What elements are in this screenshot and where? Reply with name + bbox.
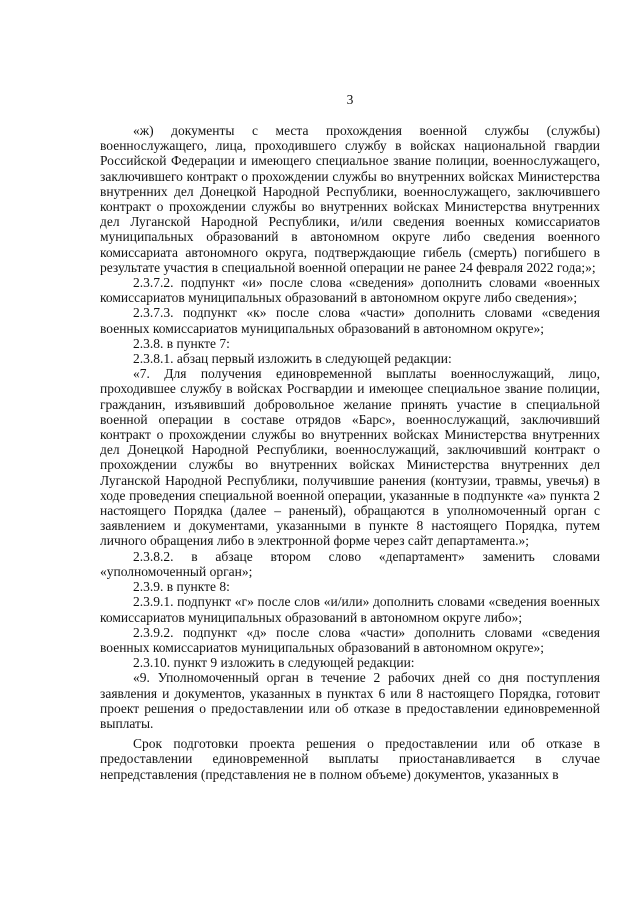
page-number: 3 bbox=[346, 92, 354, 107]
paragraph-point-9: «9. Уполномоченный орган в течение 2 рабочих дней со дня поступления заявления и документов, указанных в пунктах 6 или 8 настоящего Порядка, готовит проект решения о предоставлении или об отказе в предоставлении единовременной выплаты. bbox=[100, 670, 600, 731]
paragraph-2-3-8-2: 2.3.8.2. в абзаце втором слово «департамент» заменить словами «уполномоченный орган»; bbox=[100, 548, 600, 579]
paragraph-2-3-10: 2.3.10. пункт 9 изложить в следующей редакции: bbox=[133, 655, 415, 671]
paragraph-2-3-9-1: 2.3.9.1. подпункт «г» после слов «и/или» дополнить словами «сведения военных комиссариатов муниципальных образований в автономном округе либо»; bbox=[100, 594, 600, 625]
paragraph-zh-documents: «ж) документы с места прохождения военной службы (службы) военнослужащего, лица, проходившего службу в войсках национальной гвардии Российской Федерации и имеющего специальное звание полиции, военнослужащего, заключившего контракт о прохождении службы во внутренних войсках Министерства внутренних дел Донецкой Народной Республики, военнослужащего, заключившего контракт о прохождении службы во внутренних войсках Министерства внутренних дел Луганской Народной Республики, и/или сведения военных комиссариатов муниципальных образований в автономном округе либо сведения военного комиссариата автономного округа, подтверждающие гибель (смерть) погибшего в результате участия в специальной военной операции не ранее 24 февраля 2022 года;»; bbox=[100, 123, 600, 275]
paragraph-2-3-8-1: 2.3.8.1. абзац первый изложить в следующей редакции: bbox=[133, 351, 452, 367]
paragraph-suspension-term: Срок подготовки проекта решения о предоставлении или об отказе в предоставлении единовременной выплаты приостанавливается в случае непредставления (представления не в полном объеме) документов, указанных в bbox=[100, 736, 600, 782]
paragraph-2-3-7-3: 2.3.7.3. подпункт «к» после слова «части» дополнить словами «сведения военных комиссариатов муниципальных образований в автономном округе»; bbox=[100, 305, 600, 336]
paragraph-2-3-9: 2.3.9. в пункте 8: bbox=[133, 579, 230, 595]
paragraph-2-3-8: 2.3.8. в пункте 7: bbox=[133, 335, 230, 351]
paragraph-point-7: «7. Для получения единовременной выплаты военнослужащий, лицо, проходившее службу в войсках Росгвардии и имеющее специальное звание полиции, гражданин, изъявивший добровольное желание принять участие в специальной военной операции в составе отрядов «Барс», военнослужащий, заключивший контракт о прохождении службы во внутренних войсках Министерства внутренних дел Донецкой Народной Республики, военнослужащий, заключивший контракт о прохождении службы во внутренних войсках Министерства внутренних дел Луганской Народной Республики, получившие ранения (контузии, травмы, увечья) в ходе проведения специальной военной операции, указанные в подпункте «а» пункта 2 настоящего Порядка (далее – раненый), обращаются в уполномоченный орган с заявлением и документами, указанными в пункте 8 настоящего Порядка, путем личного обращения либо в электронной форме через сайт департамента.»; bbox=[100, 366, 600, 549]
paragraph-2-3-7-2: 2.3.7.2. подпункт «и» после слова «сведения» дополнить словами «военных комиссариатов муниципальных образований в автономном округе либо сведения»; bbox=[100, 275, 600, 306]
paragraph-2-3-9-2: 2.3.9.2. подпункт «д» после слова «части» дополнить словами «сведения военных комиссариатов муниципальных образований в автономном округе»; bbox=[100, 624, 600, 655]
